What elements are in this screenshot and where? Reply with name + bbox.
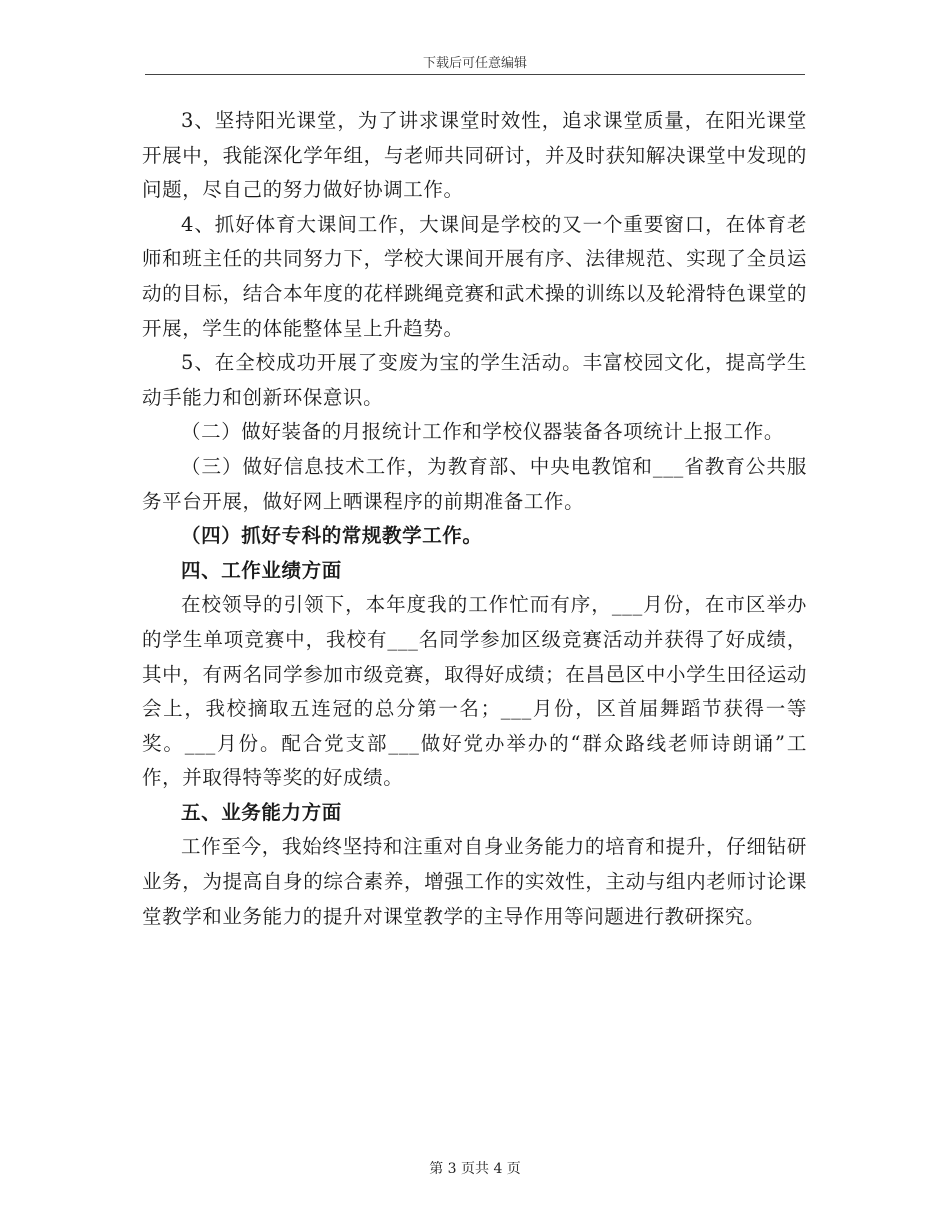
paragraph-equipment-statistics: （二）做好装备的月报统计工作和学校仪器装备各项统计上报工作。 bbox=[181, 420, 785, 444]
document-body bbox=[142, 104, 807, 934]
paragraph-achievements: 在校领导的引领下，本年度我的工作忙而有序，___月份，在市区举办的学生单项竞赛中，我校有___名同学参加区级竞赛活动并获得了好成绩，其中，有两名同学参加市级竞赛，取得好成绩；在昌邑区中小学生田径运动会上，我校摘取五连冠的总分第一名；___月份，区首届舞蹈节获得一等奖。___月份。配合党支部___做好党办举办的“群众路线老师诗朗诵”工作，并取得特等奖的好成绩。 bbox=[142, 593, 807, 790]
paragraph-sunshine-classroom: 3、坚持阳光课堂，为了讲求课堂时效性，追求课堂质量，在阳光课堂开展中，我能深化学年组，与老师共同研讨，并及时获知解决课堂中发现的问题，尽自己的努力做好协调工作。 bbox=[142, 109, 807, 202]
subheading-routine-teaching: （四）抓好专科的常规教学工作。 bbox=[181, 524, 483, 548]
paragraph-recycling-activity: 5、在全校成功开展了变废为宝的学生活动。丰富校园文化，提高学生动手能力和创新环保意识。 bbox=[142, 351, 807, 409]
header-divider bbox=[145, 74, 805, 75]
paragraph-it-work: （三）做好信息技术工作，为教育部、中央电教馆和___省教育公共服务平台开展，做好网上晒课程序的前期准备工作。 bbox=[142, 454, 807, 513]
section-heading-professional-ability: 五、业务能力方面 bbox=[181, 800, 342, 824]
paragraph-big-recess: 4、抓好体育大课间工作，大课间是学校的又一个重要窗口，在体育老师和班主任的共同努力下，学校大课间开展有序、法律规范、实现了全员运动的目标，结合本年度的花样跳绳竞赛和武术操的训练以及轮滑特色课堂的开展，学生的体能整体呈上升趋势。 bbox=[142, 212, 807, 340]
section-heading-achievements: 四、工作业绩方面 bbox=[181, 558, 342, 582]
page-number: 第 3 页共 4 页 bbox=[429, 1161, 521, 1177]
paragraph-professional-ability: 工作至今，我始终坚持和注重对自身业务能力的培育和提升，仔细钻研业务，为提高自身的综合素养，增强工作的实效性，主动与组内老师讨论课堂教学和业务能力的提升对课堂教学的主导作用等问题进行教研探究。 bbox=[142, 835, 807, 928]
page-header: 下载后可任意编辑 bbox=[422, 56, 527, 71]
